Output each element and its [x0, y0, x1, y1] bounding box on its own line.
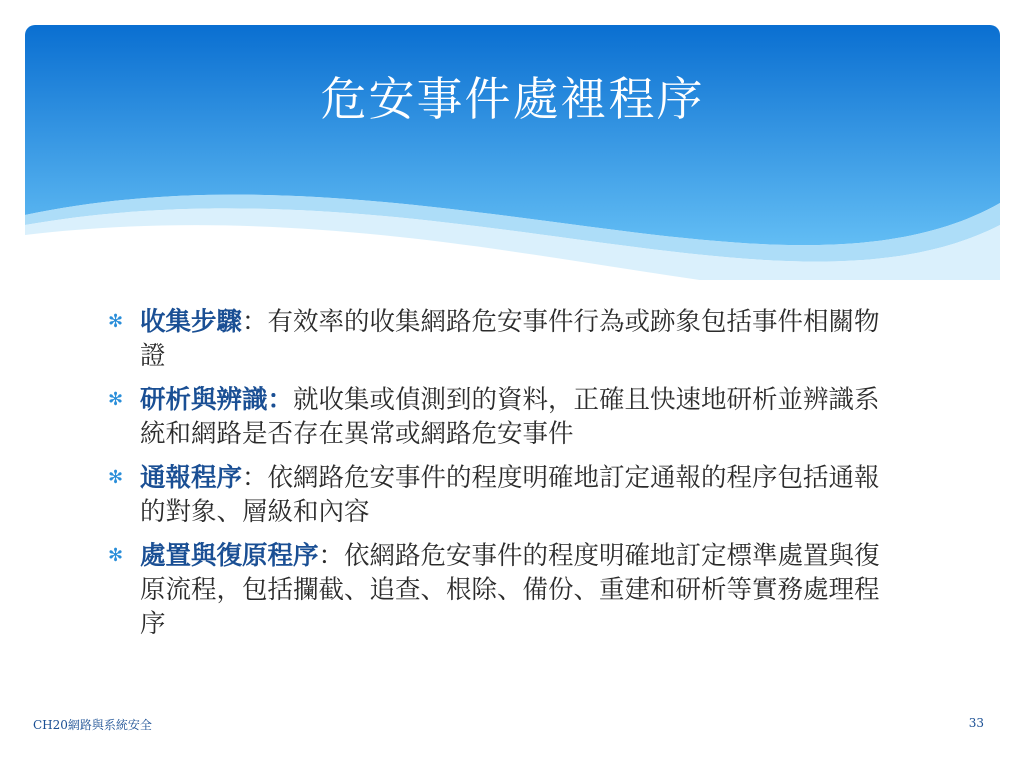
list-item — [108, 461, 898, 529]
bullet-term: 通報程序 — [140, 463, 243, 493]
bullet-text: 依網路危安事件的程度明確地訂定通報的程序包括通報的對象、層級和內容 — [140, 463, 880, 527]
page-number: 33 — [968, 716, 984, 730]
asterisk-bullet-icon: ✻ — [108, 389, 124, 410]
list-item — [108, 305, 898, 373]
banner-wave-graphic — [25, 25, 1000, 280]
bullet-text: 有效率的收集網路危安事件行為或跡象包括事件相關物證 — [140, 307, 880, 371]
asterisk-bullet-icon: ✻ — [108, 467, 124, 488]
bullet-separator: ： — [242, 463, 268, 493]
asterisk-bullet-icon: ✻ — [108, 545, 124, 566]
bullet-term: 研析與辨識： — [140, 385, 294, 415]
bullet-separator: ： — [318, 541, 345, 571]
footer-course-label: CH20網路與系統安全 — [33, 718, 152, 732]
title-banner — [25, 25, 1000, 280]
list-item — [108, 539, 898, 641]
bullet-text: 依網路危安事件的程度明確地訂定標準處置與復原流程，包括攔截、追查、根除、備份、重建和研析等實務處理程序 — [140, 541, 880, 639]
bullet-term: 收集步驟 — [140, 307, 243, 337]
bullet-text: 就收集或偵測到的資料，正確且快速地研析並辨識系統和網路是否存在異常或網路危安事件 — [140, 385, 880, 449]
bullet-separator: ： — [242, 307, 268, 337]
bullet-list — [108, 305, 898, 651]
asterisk-bullet-icon: ✻ — [108, 311, 124, 332]
bullet-term: 處置與復原程序 — [140, 541, 319, 571]
list-item — [108, 383, 898, 451]
slide-title: 危安事件處裡程序 — [320, 72, 705, 126]
